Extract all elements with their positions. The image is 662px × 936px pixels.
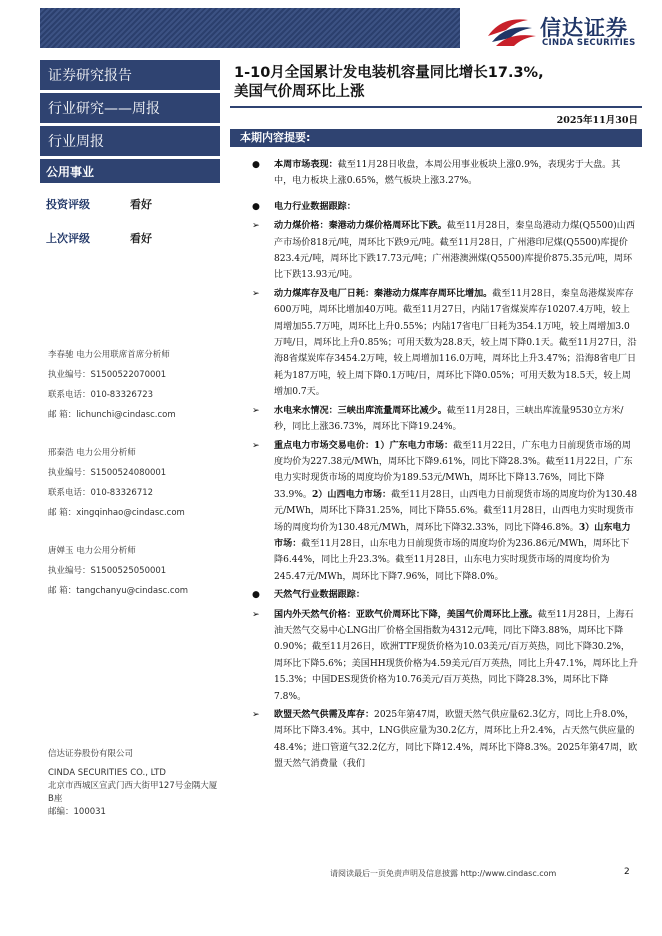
- company-name-en: CINDA SECURITIES CO., LTD: [48, 768, 166, 778]
- arrow-bullet-icon: ➢: [252, 221, 260, 232]
- item-spot-price: [248, 438, 638, 586]
- bullet-power: [248, 199, 638, 215]
- hydro-label: 水电来水情况：三峡出库流量周环比减少。: [274, 404, 447, 416]
- coal-price-label: 动力煤价格：秦港动力煤价格周环比下跌。: [274, 220, 447, 232]
- report-type: 证券研究报告: [40, 60, 220, 90]
- sidebar: [40, 60, 220, 838]
- rating-investment: [40, 187, 220, 221]
- analyst-email[interactable]: 邮 箱：lichunchi@cindasc.com: [48, 410, 176, 420]
- bullet-gas: [248, 587, 638, 603]
- market-text: 截至11月28日收盘，本周公用事业板块上涨0.9%，表现劣于大盘。其中，电力板块上涨0.65%，燃气板块上涨3.27%。: [274, 160, 621, 187]
- report-date: 2025年11月30日: [556, 115, 638, 126]
- spot-gd-label: 1）广东电力市场：: [374, 439, 454, 451]
- analyst-license: 执业编号：S1500525050001: [48, 566, 167, 576]
- bullet-dot-icon: ●: [252, 201, 260, 212]
- arrow-bullet-icon: ➢: [252, 288, 260, 299]
- brand-name-cn: 信达证券: [540, 16, 628, 40]
- company-info: [48, 748, 218, 819]
- arrow-bullet-icon: ➢: [252, 710, 260, 720]
- analyst-email[interactable]: 邮 箱：xingqinhao@cindasc.com: [48, 508, 185, 518]
- company-address: 北京市西城区宣武门西大街甲127号金隅大厦B座: [48, 781, 218, 804]
- analyst-license: 执业编号：S1500524080001: [48, 468, 167, 478]
- spot-label: 重点电力市场交易电价：: [274, 439, 375, 451]
- analyst-phone: 联系电话：010-83326723: [48, 390, 154, 400]
- rating-value: 看好: [130, 198, 152, 211]
- section-header: 本期内容提要:: [230, 129, 642, 147]
- analyst-name: 李春驰 电力公用联席首席分析师: [48, 350, 170, 360]
- rating-previous: [40, 221, 220, 255]
- bullet-market: [248, 157, 638, 190]
- eu-supply-label: 欧盟天然气供需及库存：: [274, 709, 375, 720]
- company-postcode: 邮编：100031: [48, 807, 106, 817]
- analyst-license: 执业编号：S1500522070001: [48, 370, 167, 380]
- company-name-cn: 信达证券股份有限公司: [48, 749, 134, 759]
- spot-sx-text: 截至11月28日，山西电力日前现货市场的周度均价为130.48元/MWh，周环比下降31.25%，同比下降55.6%。截至11月28日，山西电力实时现货市场的周度均价为130.48元/MWh，周环比下降32.33%，同比下降46.8%。: [274, 489, 637, 533]
- analyst-block: [40, 443, 220, 523]
- spot-sd-text: 截至11月28日，山东电力日前现货市场的周度均价为236.86元/MWh，周环比下降6.44%，同比上升23.3%。截至11月28日，山东电力实时现货市场的周度均价为245.47元/MWh，周环比下降7.96%，同比下降8.0%。: [274, 538, 630, 582]
- eu-supply-text: 2025年第47周，欧盟天然气供应量62.3亿方，同比上升8.0%，周环比下降3.4%。其中，LNG供应量为30.2亿方，周环比上升2.4%，占天然气供应量的48.4%；进口管道气32.2亿方，同比下降12.4%，周环比下降8.3%。2025年第47周，欧盟天然气消费量（我们: [274, 710, 638, 770]
- footer-disclaimer[interactable]: 请阅读最后一页免责声明及信息披露 http://www.cindasc.com: [330, 869, 557, 878]
- gas-price-text: 截至11月28日，上海石油天然气交易中心LNG出厂价格全国指数为4312元/吨，同比下降3.88%，周环比下降0.90%；截至11月26日，欧洲TTF现货价格为10.03美元/百万英热，同比下降30.2%，周环比下降5.6%；美国HH现货价格为4.59美元/百万英热，同比上升47.1%，周环比上升15.3%；中国DES现货价格为10.76美元/百万英热，同比下降28.3%，周环比下降7.8%。: [274, 609, 638, 702]
- analyst-name: 邢秦浩 电力公用分析师: [48, 448, 136, 458]
- report-category: 行业研究——周报: [40, 93, 220, 123]
- coal-stock-label: 动力煤库存及电厂日耗：秦港动力煤库存周环比增加。: [274, 287, 493, 299]
- analyst-email[interactable]: 邮 箱：tangchanyu@cindasc.com: [48, 586, 189, 596]
- spot-sx-label: 2）山西电力市场：: [311, 488, 392, 500]
- market-label: 本周市场表现：: [274, 159, 338, 170]
- item-coal-price: [248, 218, 638, 284]
- hydro-text: 截至11月28日，三峡出库流量9530立方米/秒，同比上涨36.73%，周环比下降19.24%。: [274, 405, 624, 433]
- report-subcategory: 行业周报: [40, 126, 220, 156]
- spot-gd-text: 截至11月22日，广东电力日前现货市场的周度均价为227.38元/MWh，周环比下降9.61%，同比下降28.3%。截至11月22日，广东电力实时现货市场的周度均价为189.53元/MWh，周环比下降13.76%，同比下降33.9%。: [274, 440, 633, 500]
- item-eu-supply: [248, 707, 638, 773]
- analyst-block: [40, 541, 220, 601]
- gas-header: 天然气行业数据跟踪：: [274, 589, 365, 601]
- main-content: [230, 60, 642, 775]
- industry-label: 公用事业: [40, 159, 220, 183]
- rating-label: 上次评级: [46, 232, 90, 245]
- coal-stock-text: 截至11月28日，秦皇岛港煤炭库存600万吨，周环比增加40万吨。截至11月27日，内陆17省煤炭库存10207.4万吨，较上周增加55.7万吨，周环比上升0.55%；内陆17省电厂日耗为354.1万吨，较上周增加3.0万吨/日，周环比上升0.85%；可用天数为28.8天，较上周下降0.1天。截至11月27日，沿海8省煤炭库存3454.2万吨，较上周增加116.0万吨，周环比上升3.47%；沿海8省电厂日耗为187万吨，较上周下降0.1万吨/日，周环比下降0.05%；可用天数为18.5天，较上周增加0.7天。: [274, 288, 637, 398]
- spot-sd-label: 3）山东电力市场：: [274, 521, 631, 549]
- analyst-block: [40, 345, 220, 425]
- power-header: 电力行业数据跟踪：: [274, 200, 356, 212]
- analyst-name: 唐婵玉 电力公用分析师: [48, 546, 136, 556]
- header-stripe: [40, 8, 460, 48]
- report-title: [230, 64, 642, 102]
- cinda-logo-icon: [484, 14, 538, 48]
- title-line-1: 1-10月全国累计发电装机容量同比增长17.3%,: [234, 65, 544, 81]
- brand-name-en: CINDA SECURITIES: [542, 38, 636, 48]
- item-gas-price: [248, 607, 638, 705]
- summary-body: [230, 147, 642, 773]
- bullet-dot-icon: ●: [252, 590, 260, 601]
- item-hydro: [248, 403, 638, 436]
- arrow-bullet-icon: ➢: [252, 440, 260, 451]
- item-coal-stock: [248, 286, 638, 401]
- title-line-2: 美国气价周环比上涨: [234, 84, 365, 100]
- analyst-phone: 联系电话：010-83326712: [48, 488, 154, 498]
- rating-value: 看好: [130, 232, 152, 245]
- gas-price-label: 国内外天然气价格：亚欧气价周环比下降，美国气价周环比上涨。: [274, 608, 538, 620]
- arrow-bullet-icon: ➢: [252, 405, 260, 416]
- rating-label: 投资评级: [46, 198, 90, 211]
- page-number: 2: [624, 867, 630, 877]
- coal-price-text: 截至11月28日，秦皇岛港动力煤(Q5500)山西产市场价818元/吨，周环比下跌9元/吨。截至11月28日，广州港印尼煤(Q5500)库提价823.4元/吨，周环比下跌17.73元/吨；广州港澳洲煤(Q5500)库提价875.35元/吨，周环比下跌13.93元/吨。: [274, 221, 635, 281]
- arrow-bullet-icon: ➢: [252, 609, 260, 620]
- bullet-dot-icon: ●: [252, 160, 260, 170]
